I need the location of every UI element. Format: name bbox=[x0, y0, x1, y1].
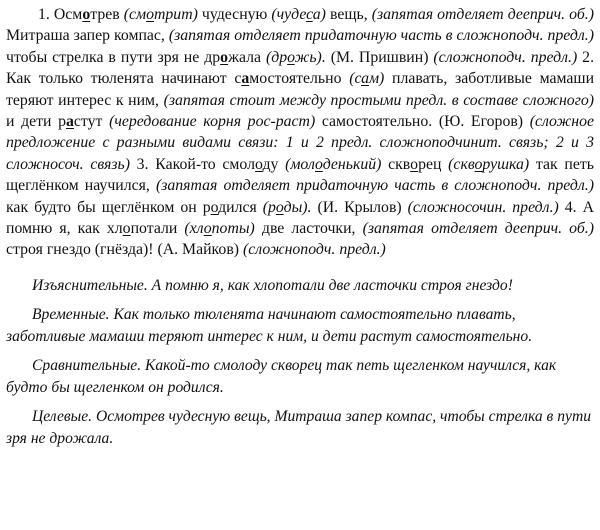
check-word: (чудеса) bbox=[271, 6, 326, 23]
word-rastut: растут bbox=[58, 113, 103, 131]
punctuation-note: (запятая отделяет дееприч. об.) bbox=[362, 220, 594, 238]
word-drozhala: дрожала bbox=[204, 48, 262, 66]
sentence-3: 3. Какой-то смолоду (молоденький) скворец (скворушка) так петь щеглёнком научился, (запятая отделяет придаточную часть в сложноподч. предл.) как будто бы щеглёнком он родился (роды). (И. Крылов) (сложносочин. предл.) bbox=[6, 155, 595, 216]
word-rodilsya: родился bbox=[202, 198, 257, 216]
check-word: (сам) bbox=[349, 70, 385, 88]
sentence-2: 2. Как только тюленята начинают самостоятельно (сам) плавать, заботливые мамаши теряют интерес к ним, (запятая стоит между простыми предл. в составе сложного) и дети растут (чередование корня рос-раст) самостоятельно. (Ю. Егоров) (сложное предложение с разными видами связи: 1 и 2 предл. сложноподчинит. связь; 2 и 3 сложносоч. связь) bbox=[6, 48, 595, 173]
example-label: Изъяснительные. bbox=[32, 276, 148, 294]
example-label: Сравнительные. bbox=[32, 357, 142, 375]
sentence-type: (сложноподч. предл.) bbox=[243, 241, 386, 259]
author: (А. Майков) bbox=[157, 241, 240, 259]
author: (И. Крылов) bbox=[317, 198, 402, 216]
check-word: (смотрит) bbox=[123, 6, 198, 23]
example-label: Целевые. bbox=[32, 408, 93, 426]
check-word: (хлопоты) bbox=[184, 220, 255, 238]
root-note: (чередование корня рос-раст) bbox=[109, 113, 316, 131]
sentence-type: (сложное предложение с разными видами связи: 1 и 2 предл. сложноподчинит. связь; 2 и 3 сложносоч. связь) bbox=[6, 113, 595, 173]
example-text: Как только тюленята начинают самостоятельно плавать, заботливые мамаши теряют интерес к ним, и дети растут самостоятельно. bbox=[6, 306, 533, 345]
word-smolodu: смолоду bbox=[222, 155, 279, 173]
check-word: (роды). bbox=[262, 198, 312, 216]
check-word: (дрожь). bbox=[266, 48, 326, 66]
exercise-paragraph bbox=[6, 4, 594, 261]
clause-type-examples bbox=[6, 275, 594, 450]
example-purpose bbox=[6, 406, 594, 449]
word-samostoyatelno: самостоятельно bbox=[234, 70, 342, 88]
word-osmotrev: Осмотрев bbox=[53, 6, 120, 23]
punctuation-note: (запятая отделяет придаточную часть в сложноподч. предл.) bbox=[168, 27, 594, 45]
example-text: Какой-то смолоду скворец так петь щегленком научился, как будто бы щегленком он родился. bbox=[6, 357, 557, 396]
sentence-type: (сложноподч. предл.) bbox=[433, 48, 578, 66]
example-text: А помню я, как хлопотали две ласточки строя гнездо! bbox=[151, 276, 513, 294]
example-comparative bbox=[6, 355, 594, 398]
sentence-4: 4. А помню я, как хлопотали (хлопоты) две ласточки, (запятая отделяет дееприч. об.) строя гнездо (гнёзда)! (А. Майков) (сложноподч. предл.) bbox=[6, 198, 595, 259]
example-label: Временные. bbox=[32, 306, 110, 324]
punctuation-note: (запятая стоит между простыми предл. в составе сложного) bbox=[163, 91, 595, 109]
word-khlopotali: хлопотали bbox=[106, 220, 178, 238]
sentence-type: (сложносочин. предл.) bbox=[407, 198, 559, 216]
word-skvorets: скворец bbox=[388, 155, 442, 173]
example-explanatory bbox=[6, 275, 594, 297]
check-word: (скворушка) bbox=[448, 155, 530, 173]
punctuation-note: (запятая отделяет дееприч. об.) bbox=[371, 6, 594, 23]
example-temporal bbox=[6, 304, 594, 347]
sentence-1: 1. Осмотрев (смотрит) чудесную (чудеса) вещь, (запятая отделяет дееприч. об.) Митраша запер компас, (запятая отделяет придаточную часть в сложноподч. предл.) чтобы стрелка в пути зря не дрожала (дрожь). (М. Пришвин) (сложноподч. предл.) bbox=[6, 6, 594, 66]
punctuation-note: (запятая отделяет придаточную часть в сложноподч. предл.) bbox=[155, 177, 595, 195]
example-text: Осмотрев чудесную вещь, Митраша запер компас, чтобы стрелка в пути зря не дрожала. bbox=[6, 408, 592, 447]
author: (М. Пришвин) bbox=[330, 48, 429, 66]
author: (Ю. Егоров) bbox=[438, 113, 524, 131]
check-word: (молоденький) bbox=[285, 155, 382, 173]
